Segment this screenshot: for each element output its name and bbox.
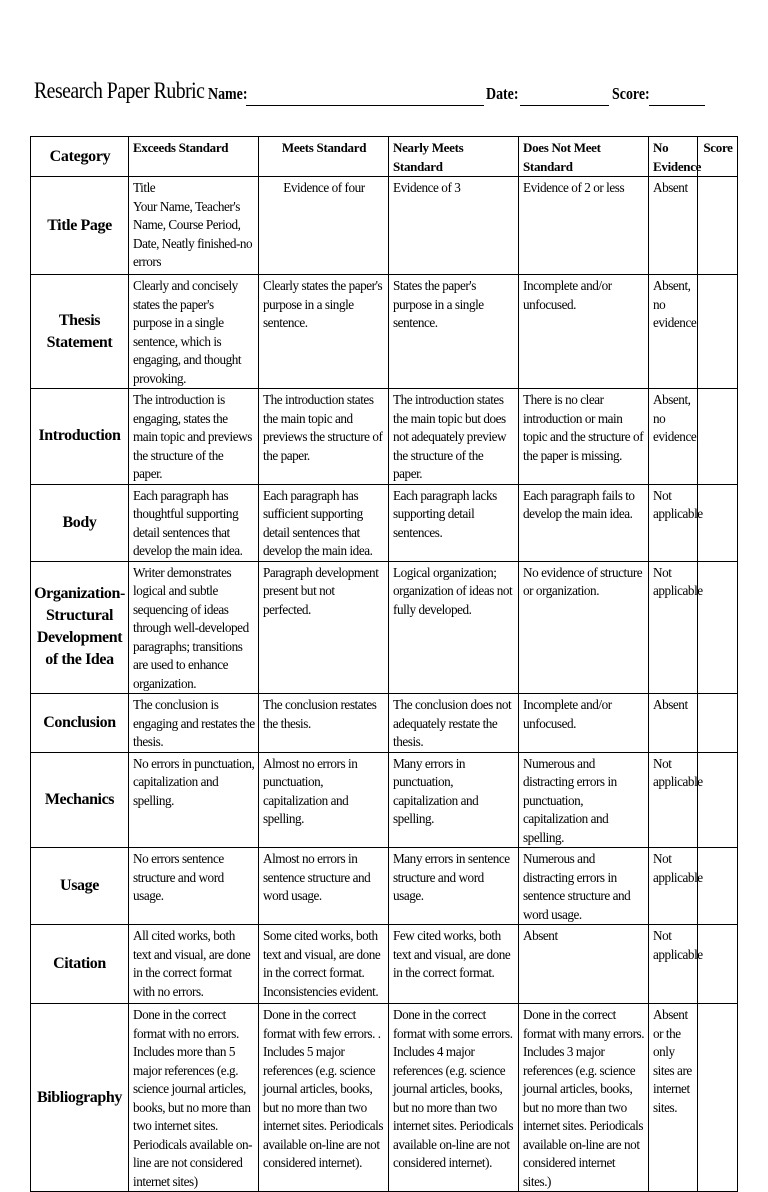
cell-exceeds: Writer demonstrates logical and subtle sequencing of ideas through well-developed paragraphs; transitions are used to enhance organization.	[129, 561, 259, 694]
date-label: Date:	[486, 84, 519, 103]
score-blank-line[interactable]	[649, 105, 705, 106]
name-blank-line[interactable]	[246, 105, 484, 106]
cell-score[interactable]	[698, 752, 738, 848]
cell-no-evidence: Not applicable	[649, 561, 698, 694]
column-header-nearly: Nearly Meets Standard	[389, 137, 519, 177]
cell-exceeds: All cited works, both text and visual, are done in the correct format with no errors.	[129, 925, 259, 1004]
cell-does-not: Evidence of 2 or less	[519, 177, 649, 275]
column-header-exceeds: Exceeds Standard	[129, 137, 259, 177]
cell-exceeds: The conclusion is engaging and restates the thesis.	[129, 694, 259, 753]
cell-exceeds: Each paragraph has thoughtful supporting detail sentences that develop the main idea.	[129, 484, 259, 561]
cell-nearly: Each paragraph lacks supporting detail sentences.	[389, 484, 519, 561]
row-category: Usage	[31, 848, 129, 925]
row-category: Mechanics	[31, 752, 129, 848]
cell-nearly: Many errors in sentence structure and word usage.	[389, 848, 519, 925]
table-row	[31, 1004, 738, 1192]
page-title: Research Paper Rubric	[34, 78, 205, 103]
table-row	[31, 694, 738, 753]
row-category: Citation	[31, 925, 129, 1004]
cell-exceeds: Clearly and concisely states the paper's purpose in a single sentence, which is engaging, and thought provoking.	[129, 275, 259, 389]
cell-score[interactable]	[698, 484, 738, 561]
table-row	[31, 484, 738, 561]
table-row	[31, 925, 738, 1004]
date-blank-line[interactable]	[520, 105, 609, 106]
table-row	[31, 848, 738, 925]
table-row	[31, 561, 738, 694]
cell-no-evidence: Not applicable	[649, 752, 698, 848]
cell-does-not: Incomplete and/or unfocused.	[519, 275, 649, 389]
cell-exceeds: No errors in punctuation, capitalization and spelling.	[129, 752, 259, 848]
cell-does-not: Absent	[519, 925, 649, 1004]
cell-no-evidence: Not applicable	[649, 848, 698, 925]
cell-does-not: Done in the correct format with many errors. Includes 3 major references (e.g. science journal articles, books, but no more than two internet sites. Periodicals available on-line are not considered internet sites.)	[519, 1004, 649, 1192]
rubric-body	[31, 177, 738, 1192]
cell-does-not: Incomplete and/or unfocused.	[519, 694, 649, 753]
cell-nearly: Many errors in punctuation, capitalization and spelling.	[389, 752, 519, 848]
rubric-header	[34, 74, 734, 114]
cell-does-not: Each paragraph fails to develop the main idea.	[519, 484, 649, 561]
cell-meets: Some cited works, both text and visual, are done in the correct format. Inconsistencies evident.	[259, 925, 389, 1004]
column-header-meets: Meets Standard	[259, 137, 389, 177]
cell-score[interactable]	[698, 275, 738, 389]
column-header-score: Score	[698, 137, 738, 177]
cell-exceeds: No errors sentence structure and word usage.	[129, 848, 259, 925]
cell-meets: Almost no errors in sentence structure and word usage.	[259, 848, 389, 925]
cell-meets: Clearly states the paper's purpose in a single sentence.	[259, 275, 389, 389]
cell-meets: Done in the correct format with few errors. . Includes 5 major references (e.g. science journal articles, books, but no more than two internet sites. Periodicals available on-line are not considered internet).	[259, 1004, 389, 1192]
cell-no-evidence: Absent	[649, 694, 698, 753]
cell-nearly: Done in the correct format with some errors. Includes 4 major references (e.g. science journal articles, books, but no more than two internet sites. Periodicals available on-line are not considered internet).	[389, 1004, 519, 1192]
cell-no-evidence: Absent	[649, 177, 698, 275]
cell-nearly: Logical organization; organization of ideas not fully developed.	[389, 561, 519, 694]
cell-score[interactable]	[698, 1004, 738, 1192]
rubric-table	[30, 136, 738, 1192]
column-header-category: Category	[31, 137, 129, 177]
cell-does-not: Numerous and distracting errors in punctuation, capitalization and spelling.	[519, 752, 649, 848]
row-category: Organization-Structural Development of the Idea	[31, 561, 129, 694]
cell-does-not: Numerous and distracting errors in sentence structure and word usage.	[519, 848, 649, 925]
row-category: Title Page	[31, 177, 129, 275]
cell-exceeds: Title Your Name, Teacher's Name, Course Period, Date, Neatly finished-no errors	[129, 177, 259, 275]
cell-no-evidence: Absent, no evidence	[649, 275, 698, 389]
cell-score[interactable]	[698, 925, 738, 1004]
cell-no-evidence: Absent, no evidence	[649, 389, 698, 485]
row-category: Body	[31, 484, 129, 561]
cell-does-not: There is no clear introduction or main topic and the structure of the paper is missing.	[519, 389, 649, 485]
cell-score[interactable]	[698, 177, 738, 275]
cell-no-evidence: Absent or the only sites are internet sites.	[649, 1004, 698, 1192]
table-row	[31, 389, 738, 485]
cell-meets: Each paragraph has sufficient supporting detail sentences that develop the main idea.	[259, 484, 389, 561]
cell-exceeds: The introduction is engaging, states the main topic and previews the structure of the paper.	[129, 389, 259, 485]
cell-score[interactable]	[698, 561, 738, 694]
cell-no-evidence: Not applicable	[649, 484, 698, 561]
cell-score[interactable]	[698, 389, 738, 485]
cell-nearly: The conclusion does not adequately restate the thesis.	[389, 694, 519, 753]
table-row	[31, 177, 738, 275]
row-category: Introduction	[31, 389, 129, 485]
cell-nearly: Evidence of 3	[389, 177, 519, 275]
cell-score[interactable]	[698, 848, 738, 925]
table-header-row	[31, 137, 738, 177]
score-label: Score:	[612, 84, 650, 103]
cell-nearly: Few cited works, both text and visual, are done in the correct format.	[389, 925, 519, 1004]
row-category: Bibliography	[31, 1004, 129, 1192]
column-header-does-not: Does Not Meet Standard	[519, 137, 649, 177]
cell-score[interactable]	[698, 694, 738, 753]
cell-does-not: No evidence of structure or organization.	[519, 561, 649, 694]
cell-nearly: States the paper's purpose in a single sentence.	[389, 275, 519, 389]
cell-nearly: The introduction states the main topic but does not adequately preview the structure of the paper.	[389, 389, 519, 485]
cell-meets: The conclusion restates the thesis.	[259, 694, 389, 753]
table-row	[31, 275, 738, 389]
name-label: Name:	[208, 84, 248, 103]
cell-no-evidence: Not applicable	[649, 925, 698, 1004]
cell-meets: The introduction states the main topic and previews the structure of the paper.	[259, 389, 389, 485]
cell-exceeds: Done in the correct format with no errors. Includes more than 5 major references (e.g. science journal articles, books, but no more than two internet sites. Periodicals available on-line are not considered internet sites)	[129, 1004, 259, 1192]
cell-meets: Paragraph development present but not perfected.	[259, 561, 389, 694]
table-row	[31, 752, 738, 848]
row-category: Thesis Statement	[31, 275, 129, 389]
cell-meets: Almost no errors in punctuation, capitalization and spelling.	[259, 752, 389, 848]
cell-meets: Evidence of four	[259, 177, 389, 275]
column-header-no-evidence: No Evidence	[649, 137, 698, 177]
row-category: Conclusion	[31, 694, 129, 753]
